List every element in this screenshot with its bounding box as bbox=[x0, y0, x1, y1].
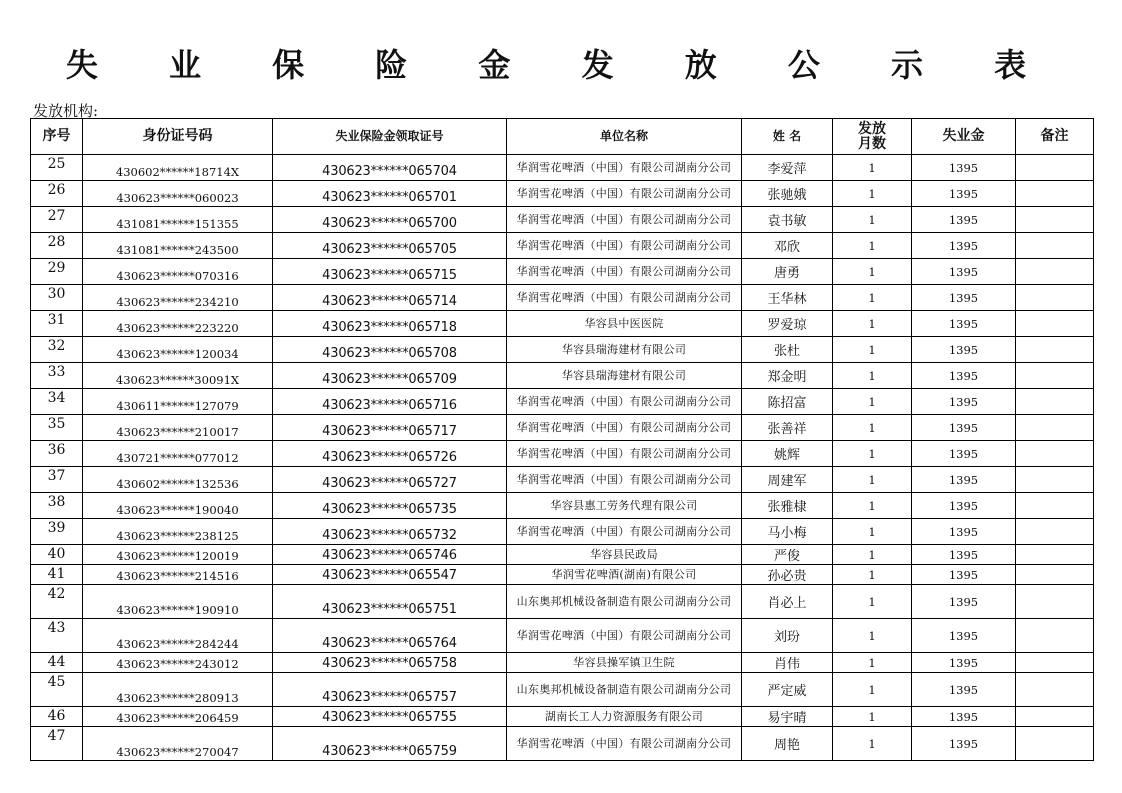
row-amount: 1395 bbox=[912, 337, 1016, 363]
table-row bbox=[31, 311, 1094, 337]
row-name: 张善祥 bbox=[742, 415, 833, 441]
row-name: 罗爱琼 bbox=[742, 311, 833, 337]
header-name: 姓 名 bbox=[742, 119, 833, 155]
row-seq: 33 bbox=[31, 363, 83, 389]
table-row bbox=[31, 207, 1094, 233]
row-id-number: 430623******214516 bbox=[83, 565, 273, 585]
row-cert-number: 430623******065718 bbox=[273, 311, 507, 337]
issuer-label: 发放机构: bbox=[33, 102, 99, 120]
row-months: 1 bbox=[833, 619, 912, 653]
row-amount: 1395 bbox=[912, 207, 1016, 233]
row-seq: 29 bbox=[31, 259, 83, 285]
row-seq: 25 bbox=[31, 155, 83, 181]
row-unit: 华润雪花啤酒（中国）有限公司湖南分公司 bbox=[507, 441, 742, 467]
row-remarks bbox=[1016, 181, 1094, 207]
table-row bbox=[31, 389, 1094, 415]
row-seq: 39 bbox=[31, 519, 83, 545]
row-months: 1 bbox=[833, 233, 912, 259]
row-months: 1 bbox=[833, 441, 912, 467]
table-row bbox=[31, 565, 1094, 585]
row-remarks bbox=[1016, 415, 1094, 441]
row-seq: 26 bbox=[31, 181, 83, 207]
header-months-line2: 月数 bbox=[858, 135, 886, 152]
row-cert-number: 430623******065755 bbox=[273, 707, 507, 727]
row-name: 唐勇 bbox=[742, 259, 833, 285]
header-seq: 序号 bbox=[31, 119, 83, 155]
row-remarks bbox=[1016, 207, 1094, 233]
row-name: 孙必贵 bbox=[742, 565, 833, 585]
table-row bbox=[31, 363, 1094, 389]
row-remarks bbox=[1016, 707, 1094, 727]
row-months: 1 bbox=[833, 259, 912, 285]
row-months: 1 bbox=[833, 311, 912, 337]
row-months: 1 bbox=[833, 545, 912, 565]
row-amount: 1395 bbox=[912, 285, 1016, 311]
row-cert-number: 430623******065726 bbox=[273, 441, 507, 467]
row-unit: 华容县瑞海建材有限公司 bbox=[507, 337, 742, 363]
table-row bbox=[31, 181, 1094, 207]
table-row bbox=[31, 653, 1094, 673]
row-id-number: 431081******243500 bbox=[83, 233, 273, 259]
table-row bbox=[31, 285, 1094, 311]
row-seq: 31 bbox=[31, 311, 83, 337]
row-cert-number: 430623******065751 bbox=[273, 585, 507, 619]
row-remarks bbox=[1016, 519, 1094, 545]
row-seq: 38 bbox=[31, 493, 83, 519]
row-unit: 华润雪花啤酒（中国）有限公司湖南分公司 bbox=[507, 233, 742, 259]
row-amount: 1395 bbox=[912, 707, 1016, 727]
row-amount: 1395 bbox=[912, 467, 1016, 493]
row-cert-number: 430623******065759 bbox=[273, 727, 507, 761]
row-id-number: 430623******206459 bbox=[83, 707, 273, 727]
row-amount: 1395 bbox=[912, 727, 1016, 761]
table-row bbox=[31, 585, 1094, 619]
row-remarks bbox=[1016, 653, 1094, 673]
row-amount: 1395 bbox=[912, 545, 1016, 565]
row-amount: 1395 bbox=[912, 619, 1016, 653]
row-months: 1 bbox=[833, 337, 912, 363]
row-seq: 45 bbox=[31, 673, 83, 707]
row-seq: 37 bbox=[31, 467, 83, 493]
row-seq: 35 bbox=[31, 415, 83, 441]
row-seq: 46 bbox=[31, 707, 83, 727]
table-row bbox=[31, 707, 1094, 727]
row-remarks bbox=[1016, 389, 1094, 415]
row-id-number: 430623******120019 bbox=[83, 545, 273, 565]
row-remarks bbox=[1016, 727, 1094, 761]
row-remarks bbox=[1016, 363, 1094, 389]
page-title: 失 业 保 险 金 发 放 公 示 表 bbox=[65, 46, 1057, 84]
header-months bbox=[833, 119, 912, 155]
row-name: 张杜 bbox=[742, 337, 833, 363]
row-unit: 华容县瑞海建材有限公司 bbox=[507, 363, 742, 389]
row-name: 张驰娥 bbox=[742, 181, 833, 207]
row-amount: 1395 bbox=[912, 415, 1016, 441]
row-seq: 47 bbox=[31, 727, 83, 761]
row-seq: 32 bbox=[31, 337, 83, 363]
row-months: 1 bbox=[833, 285, 912, 311]
row-amount: 1395 bbox=[912, 585, 1016, 619]
table-row bbox=[31, 441, 1094, 467]
row-id-number: 430623******270047 bbox=[83, 727, 273, 761]
row-remarks bbox=[1016, 155, 1094, 181]
row-cert-number: 430623******065704 bbox=[273, 155, 507, 181]
row-unit: 华润雪花啤酒（中国）有限公司湖南分公司 bbox=[507, 285, 742, 311]
row-id-number: 430623******243012 bbox=[83, 653, 273, 673]
table-row bbox=[31, 519, 1094, 545]
row-unit: 华润雪花啤酒（中国）有限公司湖南分公司 bbox=[507, 467, 742, 493]
row-cert-number: 430623******065717 bbox=[273, 415, 507, 441]
row-id-number: 430623******234210 bbox=[83, 285, 273, 311]
row-name: 姚辉 bbox=[742, 441, 833, 467]
row-unit: 华润雪花啤酒（中国）有限公司湖南分公司 bbox=[507, 619, 742, 653]
row-amount: 1395 bbox=[912, 233, 1016, 259]
row-cert-number: 430623******065757 bbox=[273, 673, 507, 707]
row-name: 肖伟 bbox=[742, 653, 833, 673]
row-amount: 1395 bbox=[912, 519, 1016, 545]
row-amount: 1395 bbox=[912, 155, 1016, 181]
row-months: 1 bbox=[833, 727, 912, 761]
row-months: 1 bbox=[833, 707, 912, 727]
row-cert-number: 430623******065764 bbox=[273, 619, 507, 653]
table-row bbox=[31, 673, 1094, 707]
row-name: 袁书敏 bbox=[742, 207, 833, 233]
row-months: 1 bbox=[833, 585, 912, 619]
row-months: 1 bbox=[833, 363, 912, 389]
table-row bbox=[31, 727, 1094, 761]
row-id-number: 430611******127079 bbox=[83, 389, 273, 415]
row-id-number: 430623******210017 bbox=[83, 415, 273, 441]
row-remarks bbox=[1016, 337, 1094, 363]
row-name: 周艳 bbox=[742, 727, 833, 761]
row-cert-number: 430623******065735 bbox=[273, 493, 507, 519]
row-cert-number: 430623******065547 bbox=[273, 565, 507, 585]
row-name: 严定威 bbox=[742, 673, 833, 707]
row-months: 1 bbox=[833, 415, 912, 441]
row-name: 王华林 bbox=[742, 285, 833, 311]
row-unit: 华润雪花啤酒(湖南)有限公司 bbox=[507, 565, 742, 585]
row-cert-number: 430623******065727 bbox=[273, 467, 507, 493]
header-unit: 单位名称 bbox=[507, 119, 742, 155]
row-name: 郑金明 bbox=[742, 363, 833, 389]
row-name: 刘玢 bbox=[742, 619, 833, 653]
row-id-number: 430623******190040 bbox=[83, 493, 273, 519]
row-id-number: 430623******190910 bbox=[83, 585, 273, 619]
row-remarks bbox=[1016, 233, 1094, 259]
row-months: 1 bbox=[833, 493, 912, 519]
row-cert-number: 430623******065714 bbox=[273, 285, 507, 311]
table-row bbox=[31, 493, 1094, 519]
row-months: 1 bbox=[833, 519, 912, 545]
header-cert-number: 失业保险金领取证号 bbox=[273, 119, 507, 155]
row-id-number: 430623******060023 bbox=[83, 181, 273, 207]
row-seq: 42 bbox=[31, 585, 83, 619]
table-header-row bbox=[31, 119, 1094, 155]
row-unit: 华润雪花啤酒（中国）有限公司湖南分公司 bbox=[507, 259, 742, 285]
row-remarks bbox=[1016, 545, 1094, 565]
row-seq: 34 bbox=[31, 389, 83, 415]
row-id-number: 430623******284244 bbox=[83, 619, 273, 653]
header-months-line1: 发放 bbox=[858, 120, 886, 137]
row-amount: 1395 bbox=[912, 181, 1016, 207]
row-id-number: 430623******120034 bbox=[83, 337, 273, 363]
row-id-number: 430623******30091X bbox=[83, 363, 273, 389]
row-unit: 华容县中医医院 bbox=[507, 311, 742, 337]
row-name: 邓欣 bbox=[742, 233, 833, 259]
row-id-number: 430623******238125 bbox=[83, 519, 273, 545]
table-row bbox=[31, 155, 1094, 181]
row-name: 易宇晴 bbox=[742, 707, 833, 727]
row-unit: 华润雪花啤酒（中国）有限公司湖南分公司 bbox=[507, 181, 742, 207]
row-cert-number: 430623******065758 bbox=[273, 653, 507, 673]
row-name: 张雅棣 bbox=[742, 493, 833, 519]
row-seq: 30 bbox=[31, 285, 83, 311]
row-seq: 44 bbox=[31, 653, 83, 673]
row-seq: 27 bbox=[31, 207, 83, 233]
row-name: 肖必上 bbox=[742, 585, 833, 619]
row-cert-number: 430623******065705 bbox=[273, 233, 507, 259]
row-remarks bbox=[1016, 467, 1094, 493]
row-amount: 1395 bbox=[912, 565, 1016, 585]
row-id-number: 430623******070316 bbox=[83, 259, 273, 285]
row-remarks bbox=[1016, 565, 1094, 585]
row-seq: 40 bbox=[31, 545, 83, 565]
row-amount: 1395 bbox=[912, 259, 1016, 285]
row-unit: 湖南长工人力资源服务有限公司 bbox=[507, 707, 742, 727]
table-row bbox=[31, 415, 1094, 441]
row-amount: 1395 bbox=[912, 363, 1016, 389]
row-months: 1 bbox=[833, 467, 912, 493]
row-months: 1 bbox=[833, 389, 912, 415]
table-row bbox=[31, 467, 1094, 493]
row-remarks bbox=[1016, 493, 1094, 519]
table-row bbox=[31, 337, 1094, 363]
row-cert-number: 430623******065709 bbox=[273, 363, 507, 389]
table-row bbox=[31, 259, 1094, 285]
row-cert-number: 430623******065715 bbox=[273, 259, 507, 285]
header-id-number: 身份证号码 bbox=[83, 119, 273, 155]
row-unit: 华容县惠工劳务代理有限公司 bbox=[507, 493, 742, 519]
row-cert-number: 430623******065708 bbox=[273, 337, 507, 363]
row-seq: 41 bbox=[31, 565, 83, 585]
row-remarks bbox=[1016, 673, 1094, 707]
header-remarks: 备注 bbox=[1016, 119, 1094, 155]
row-remarks bbox=[1016, 619, 1094, 653]
row-name: 李爱萍 bbox=[742, 155, 833, 181]
row-amount: 1395 bbox=[912, 653, 1016, 673]
row-id-number: 430623******223220 bbox=[83, 311, 273, 337]
row-unit: 华容县民政局 bbox=[507, 545, 742, 565]
row-unit: 山东奥邦机械设备制造有限公司湖南分公司 bbox=[507, 673, 742, 707]
row-months: 1 bbox=[833, 155, 912, 181]
table-row bbox=[31, 545, 1094, 565]
row-months: 1 bbox=[833, 653, 912, 673]
row-seq: 43 bbox=[31, 619, 83, 653]
row-name: 陈招富 bbox=[742, 389, 833, 415]
row-amount: 1395 bbox=[912, 493, 1016, 519]
header-amount: 失业金 bbox=[912, 119, 1016, 155]
row-unit: 山东奥邦机械设备制造有限公司湖南分公司 bbox=[507, 585, 742, 619]
row-remarks bbox=[1016, 441, 1094, 467]
row-months: 1 bbox=[833, 207, 912, 233]
row-unit: 华润雪花啤酒（中国）有限公司湖南分公司 bbox=[507, 415, 742, 441]
row-unit: 华润雪花啤酒（中国）有限公司湖南分公司 bbox=[507, 519, 742, 545]
row-name: 周建军 bbox=[742, 467, 833, 493]
row-amount: 1395 bbox=[912, 389, 1016, 415]
row-unit: 华容县操军镇卫生院 bbox=[507, 653, 742, 673]
row-cert-number: 430623******065732 bbox=[273, 519, 507, 545]
row-remarks bbox=[1016, 259, 1094, 285]
table-row bbox=[31, 619, 1094, 653]
row-remarks bbox=[1016, 585, 1094, 619]
table-row bbox=[31, 233, 1094, 259]
row-id-number: 430602******18714X bbox=[83, 155, 273, 181]
row-seq: 36 bbox=[31, 441, 83, 467]
row-id-number: 430623******280913 bbox=[83, 673, 273, 707]
row-name: 严俊 bbox=[742, 545, 833, 565]
row-amount: 1395 bbox=[912, 311, 1016, 337]
row-id-number: 430602******132536 bbox=[83, 467, 273, 493]
row-id-number: 431081******151355 bbox=[83, 207, 273, 233]
row-remarks bbox=[1016, 285, 1094, 311]
benefit-table bbox=[30, 118, 1094, 761]
row-months: 1 bbox=[833, 673, 912, 707]
row-cert-number: 430623******065716 bbox=[273, 389, 507, 415]
row-amount: 1395 bbox=[912, 673, 1016, 707]
row-months: 1 bbox=[833, 181, 912, 207]
row-cert-number: 430623******065700 bbox=[273, 207, 507, 233]
row-remarks bbox=[1016, 311, 1094, 337]
row-seq: 28 bbox=[31, 233, 83, 259]
row-unit: 华润雪花啤酒（中国）有限公司湖南分公司 bbox=[507, 207, 742, 233]
row-id-number: 430721******077012 bbox=[83, 441, 273, 467]
row-amount: 1395 bbox=[912, 441, 1016, 467]
row-unit: 华润雪花啤酒（中国）有限公司湖南分公司 bbox=[507, 727, 742, 761]
row-months: 1 bbox=[833, 565, 912, 585]
row-unit: 华润雪花啤酒（中国）有限公司湖南分公司 bbox=[507, 389, 742, 415]
row-name: 马小梅 bbox=[742, 519, 833, 545]
row-unit: 华润雪花啤酒（中国）有限公司湖南分公司 bbox=[507, 155, 742, 181]
row-cert-number: 430623******065746 bbox=[273, 545, 507, 565]
row-cert-number: 430623******065701 bbox=[273, 181, 507, 207]
